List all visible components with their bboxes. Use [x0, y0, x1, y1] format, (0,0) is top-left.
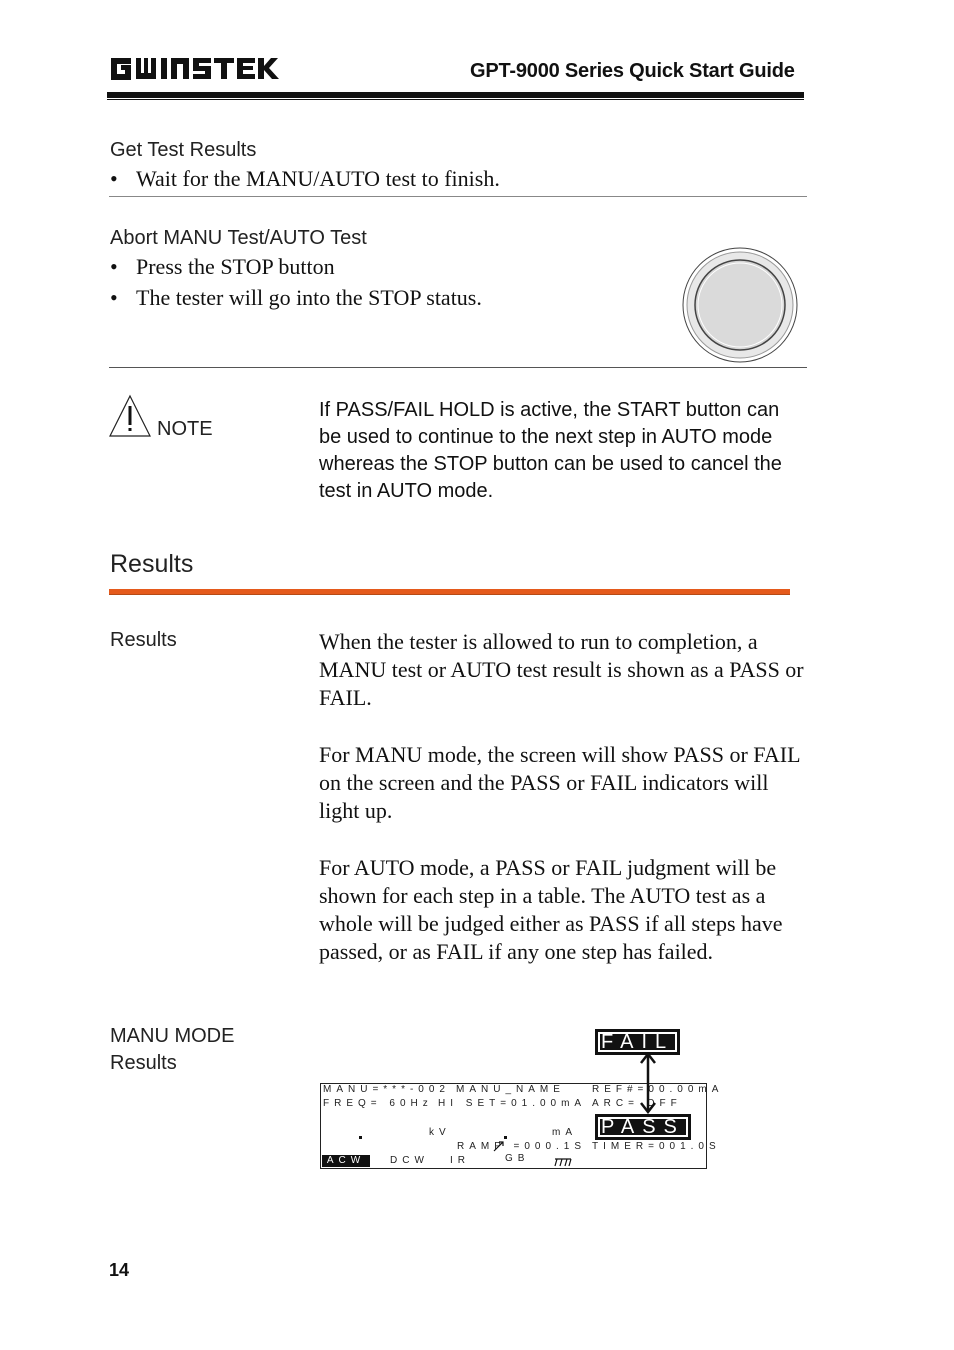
get-results-bullet	[110, 165, 500, 193]
section-title-underline	[109, 589, 790, 595]
lcd-freq: FREQ= 60Hz	[323, 1098, 433, 1109]
warning-icon	[108, 394, 152, 438]
header-title: GPT-9000 Series Quick Start Guide	[470, 60, 795, 82]
ramp-arrow-icon	[493, 1140, 505, 1152]
results-paragraph-1: When the tester is allowed to run to completion, a MANU test or AUTO test result is shown as a PASS or FAIL.	[319, 629, 804, 710]
lcd-kv-decimal	[359, 1136, 362, 1139]
results-paragraph-3: For AUTO mode, a PASS or FAIL judgment will be shown for each step in a table. The AUTO test as a whole will be judged either as PASS if all steps have passed, or as FAIL if any one step has failed.	[319, 855, 783, 964]
lcd-ramp: RAMP =000.1S	[457, 1141, 587, 1152]
lcd-tab-ir: IR	[450, 1155, 470, 1166]
abort-bullet-1	[110, 253, 335, 281]
page-number: 14	[109, 1260, 130, 1280]
header-rule-thin	[107, 99, 804, 100]
double-arrow-icon	[638, 1052, 658, 1114]
lcd-tab-dcw: DCW	[390, 1155, 429, 1166]
note-text: If PASS/FAIL HOLD is active, the START button can be used to continue to the next step in AUTO mode whereas the STOP button can be used to cancel the test in AUTO mode.	[319, 399, 782, 502]
results-label: Results	[110, 629, 177, 651]
stop-button-icon	[681, 246, 799, 364]
lcd-tab-gb: GB	[505, 1153, 530, 1164]
lcd-timer: TIMER=001.0S	[592, 1141, 721, 1152]
bullet-icon: •	[110, 166, 118, 191]
lcd-ma-decimal	[504, 1136, 507, 1139]
abort-label: Abort MANU Test/AUTO Test	[110, 227, 367, 249]
manu-mode-sublabel: Results	[110, 1052, 177, 1074]
lcd-manu: MANU=***-002	[323, 1084, 450, 1095]
bullet-icon: •	[110, 285, 118, 310]
lcd-ref: REF#=00.00mA	[592, 1084, 724, 1095]
lcd-arc: ARC= OFF	[592, 1098, 682, 1109]
divider	[109, 367, 807, 368]
lcd-tab-acw: ACW	[322, 1155, 370, 1167]
pass-indicator: PASS	[595, 1114, 691, 1140]
gw-instek-logo	[109, 54, 279, 84]
lcd-name: MANU_NAME	[456, 1084, 565, 1095]
divider	[109, 196, 807, 197]
note-label: NOTE	[157, 418, 213, 440]
header-rule	[107, 92, 804, 98]
bullet-icon: •	[110, 254, 118, 279]
lcd-hi-set: HI SET=01.00mA	[438, 1098, 587, 1109]
abort-bullet-2	[110, 284, 482, 312]
manu-mode-label: MANU MODE	[110, 1025, 235, 1047]
lcd-ma-unit: mA	[552, 1127, 577, 1138]
lcd-kv-unit: kV	[429, 1127, 451, 1138]
bullet-text: Press the STOP button	[136, 254, 335, 279]
get-results-label: Get Test Results	[110, 139, 257, 161]
bullet-text: The tester will go into the STOP status.	[136, 285, 482, 310]
section-title: Results	[110, 550, 194, 578]
bullet-text: Wait for the MANU/AUTO test to finish.	[136, 166, 500, 191]
fail-indicator: FAIL	[595, 1029, 680, 1055]
results-paragraph-2: For MANU mode, the screen will show PASS or FAIL on the screen and the PASS or FAIL indicators will light up.	[319, 742, 800, 823]
ground-icon	[553, 1157, 573, 1168]
